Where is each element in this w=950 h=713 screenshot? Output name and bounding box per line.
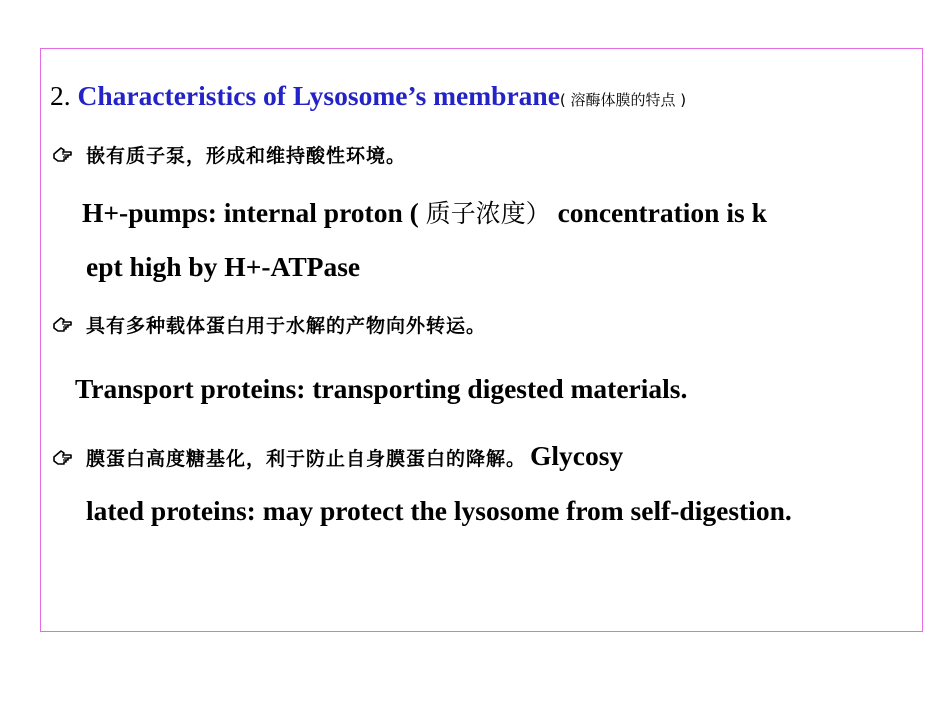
item-1-english-line-1: [82, 194, 767, 230]
heading-chinese-subtitle: ( 溶酶体膜的特点 ): [559, 91, 687, 109]
heading-title: Characteristics of Lysosome’s membrane: [77, 80, 560, 111]
content-frame: [40, 48, 923, 632]
pointing-hand-icon: [52, 145, 74, 165]
item-3-chinese: [52, 440, 623, 472]
heading-number: 2.: [50, 80, 71, 111]
item-1-english-line-2: ept high by H+-ATPase: [86, 251, 361, 282]
item-1-english-chinese-inline: 质子浓度）: [425, 199, 551, 228]
item-3-english-line-2: lated proteins: may protect the lysosome from self-digestion.: [86, 495, 792, 526]
item-1-chinese-text: 嵌有质子泵，形成和维持酸性环境。: [86, 145, 407, 167]
pointing-hand-icon: [52, 448, 74, 468]
item-3-chinese-text: 膜蛋白高度糖基化，利于防止自身膜蛋白的降解。: [86, 448, 527, 470]
item-3-english-start: Glycosy: [530, 440, 624, 471]
item-1-english-part-b: concentration is k: [550, 197, 767, 228]
item-2-chinese-text: 具有多种载体蛋白用于水解的产物向外转运。: [86, 315, 487, 337]
pointing-hand-icon: [52, 315, 74, 335]
item-2-chinese: [52, 311, 486, 338]
heading-line: [50, 80, 686, 112]
item-2-english: Transport proteins: transporting digested materials.: [75, 373, 688, 404]
item-1-english-part-a: H+-pumps: internal proton (: [82, 197, 419, 228]
item-1-chinese: [52, 141, 406, 168]
